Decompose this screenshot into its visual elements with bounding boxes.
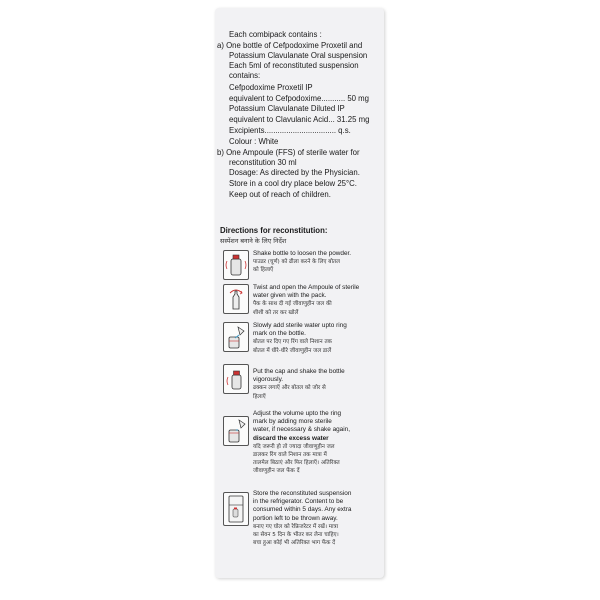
storage-line: Store in a cool dry place below 25°C. (229, 179, 357, 188)
refrigerator-icon (223, 492, 249, 526)
pour-water-icon (223, 322, 249, 352)
item-b-line-2: reconstitution 30 ml (229, 158, 297, 167)
step-6-hi-1: बनाए गए घोल को रेफ्रिजरेटर में रखें। मात्रा (253, 523, 339, 530)
step-3 (215, 322, 384, 362)
cefpodoxime-strength: equivalent to Cefpodoxime........... 50 mg (229, 94, 369, 103)
step-6-hi-2: का सेवन 5 दिन के भीतर कर लेना चाहिए। (253, 532, 339, 539)
adjust-volume-icon (223, 416, 249, 446)
cap-shake-icon (223, 364, 249, 394)
step-1-hi-1: पाउडर (चूर्ण) को ढीला करने के लिए बोतल (253, 259, 340, 266)
step-3-hi-1: बोतल पर दिए गए रिंग वाले निशान तक (253, 339, 332, 346)
item-a-line-1: a) One bottle of Cefpodoxime Proxetil and (217, 41, 363, 50)
step-3-en-2: mark on the bottle. (253, 330, 306, 338)
step-6-en-4: portion left to be thrown away. (253, 514, 338, 522)
item-a-line-4: contains: (229, 71, 261, 80)
step-1 (215, 250, 384, 282)
bottle-shake-icon (223, 250, 249, 280)
step-4 (215, 364, 384, 404)
step-2 (215, 284, 384, 318)
step-4-en-1: Put the cap and shake the bottle (253, 368, 345, 375)
clavulanate-name: Potassium Clavulanate Diluted IP (229, 104, 345, 113)
step-6-hi-3: बचा हुआ कोई भी अतिरिक्त भाग फेंक दें (253, 540, 336, 547)
step-1-en-1: Shake bottle to loosen the powder. (253, 250, 352, 257)
step-6-en-2: in the refrigerator. Content to be (253, 498, 344, 506)
colour-line: Colour : White (229, 137, 279, 146)
step-4-hi-2: हिलाएँ (253, 393, 266, 400)
item-a-line-2: Potassium Clavulanate Oral suspension (229, 51, 368, 60)
clavulanate-strength: equivalent to Clavulanic Acid... 31.25 mg (229, 115, 370, 124)
composition-heading: Each combipack contains : (229, 30, 322, 39)
item-b-line-1: b) One Ampoule (FFS) of sterile water for (217, 148, 360, 157)
step-5-hi-2: डालकर रिंग वाले निशान तक मात्रा में (253, 452, 327, 459)
step-2-en-2: water given with the pack. (253, 292, 327, 300)
step-3-hi-2: बोतल में धीरे-धीरे जीवाणुहीन जल डालें (253, 347, 332, 354)
step-5-en-2: mark by adding more sterile (253, 418, 332, 426)
keep-away-line: Keep out of reach of children. (229, 190, 331, 199)
directions-title: Directions for reconstitution: (220, 226, 328, 235)
step-5-en-3: water, if necessary & shake again, (253, 426, 350, 434)
step-4-en-2: vigorously. (253, 376, 284, 384)
directions-title-hindi: सस्पेंशन बनाने के लिए निर्देश (220, 237, 287, 245)
step-5-hi-4: जीवाणुहीन जल फेंक दें (253, 468, 300, 475)
step-5-hi-3: तालमेल बिठाएं और फिर हिलाएँ। अतिरिक्त (253, 460, 340, 467)
ampoule-twist-icon (223, 284, 249, 314)
step-6-en-1: Store the reconstituted suspension (253, 490, 352, 497)
carton-panel (215, 8, 384, 578)
step-3-en-1: Slowly add sterile water upto ring (253, 322, 347, 329)
step-5 (215, 410, 384, 482)
step-6 (215, 490, 384, 560)
step-5-en-1: Adjust the volume upto the ring (253, 410, 342, 417)
step-2-hi-1: पैक के साथ दी गई जीवाणुहीन जल की (253, 301, 332, 308)
step-2-en-1: Twist and open the Ampoule of sterile (253, 284, 360, 291)
step-5-en-bold: discard the excess water (253, 434, 329, 442)
excipients-line: Excipients................................. q.s. (229, 126, 351, 135)
item-a-line-3: Each 5ml of reconstituted suspension (229, 61, 359, 70)
step-4-hi-1: ढक्कन लगाएँ और बोतल को जोर से (253, 385, 326, 392)
dosage-line: Dosage: As directed by the Physician. (229, 168, 360, 177)
step-6-en-3: consumed within 5 days. Any extra (253, 506, 352, 514)
cefpodoxime-name: Cefpodoxime Proxetil IP (229, 83, 313, 92)
step-5-hi-1: यदि जरूरी हो तो ज्यादा जीवाणुहीन जल (253, 443, 335, 450)
step-2-hi-2: शीशी को तर कर खोलें (253, 309, 299, 316)
step-1-hi-2: को हिलाएँ (253, 267, 274, 274)
